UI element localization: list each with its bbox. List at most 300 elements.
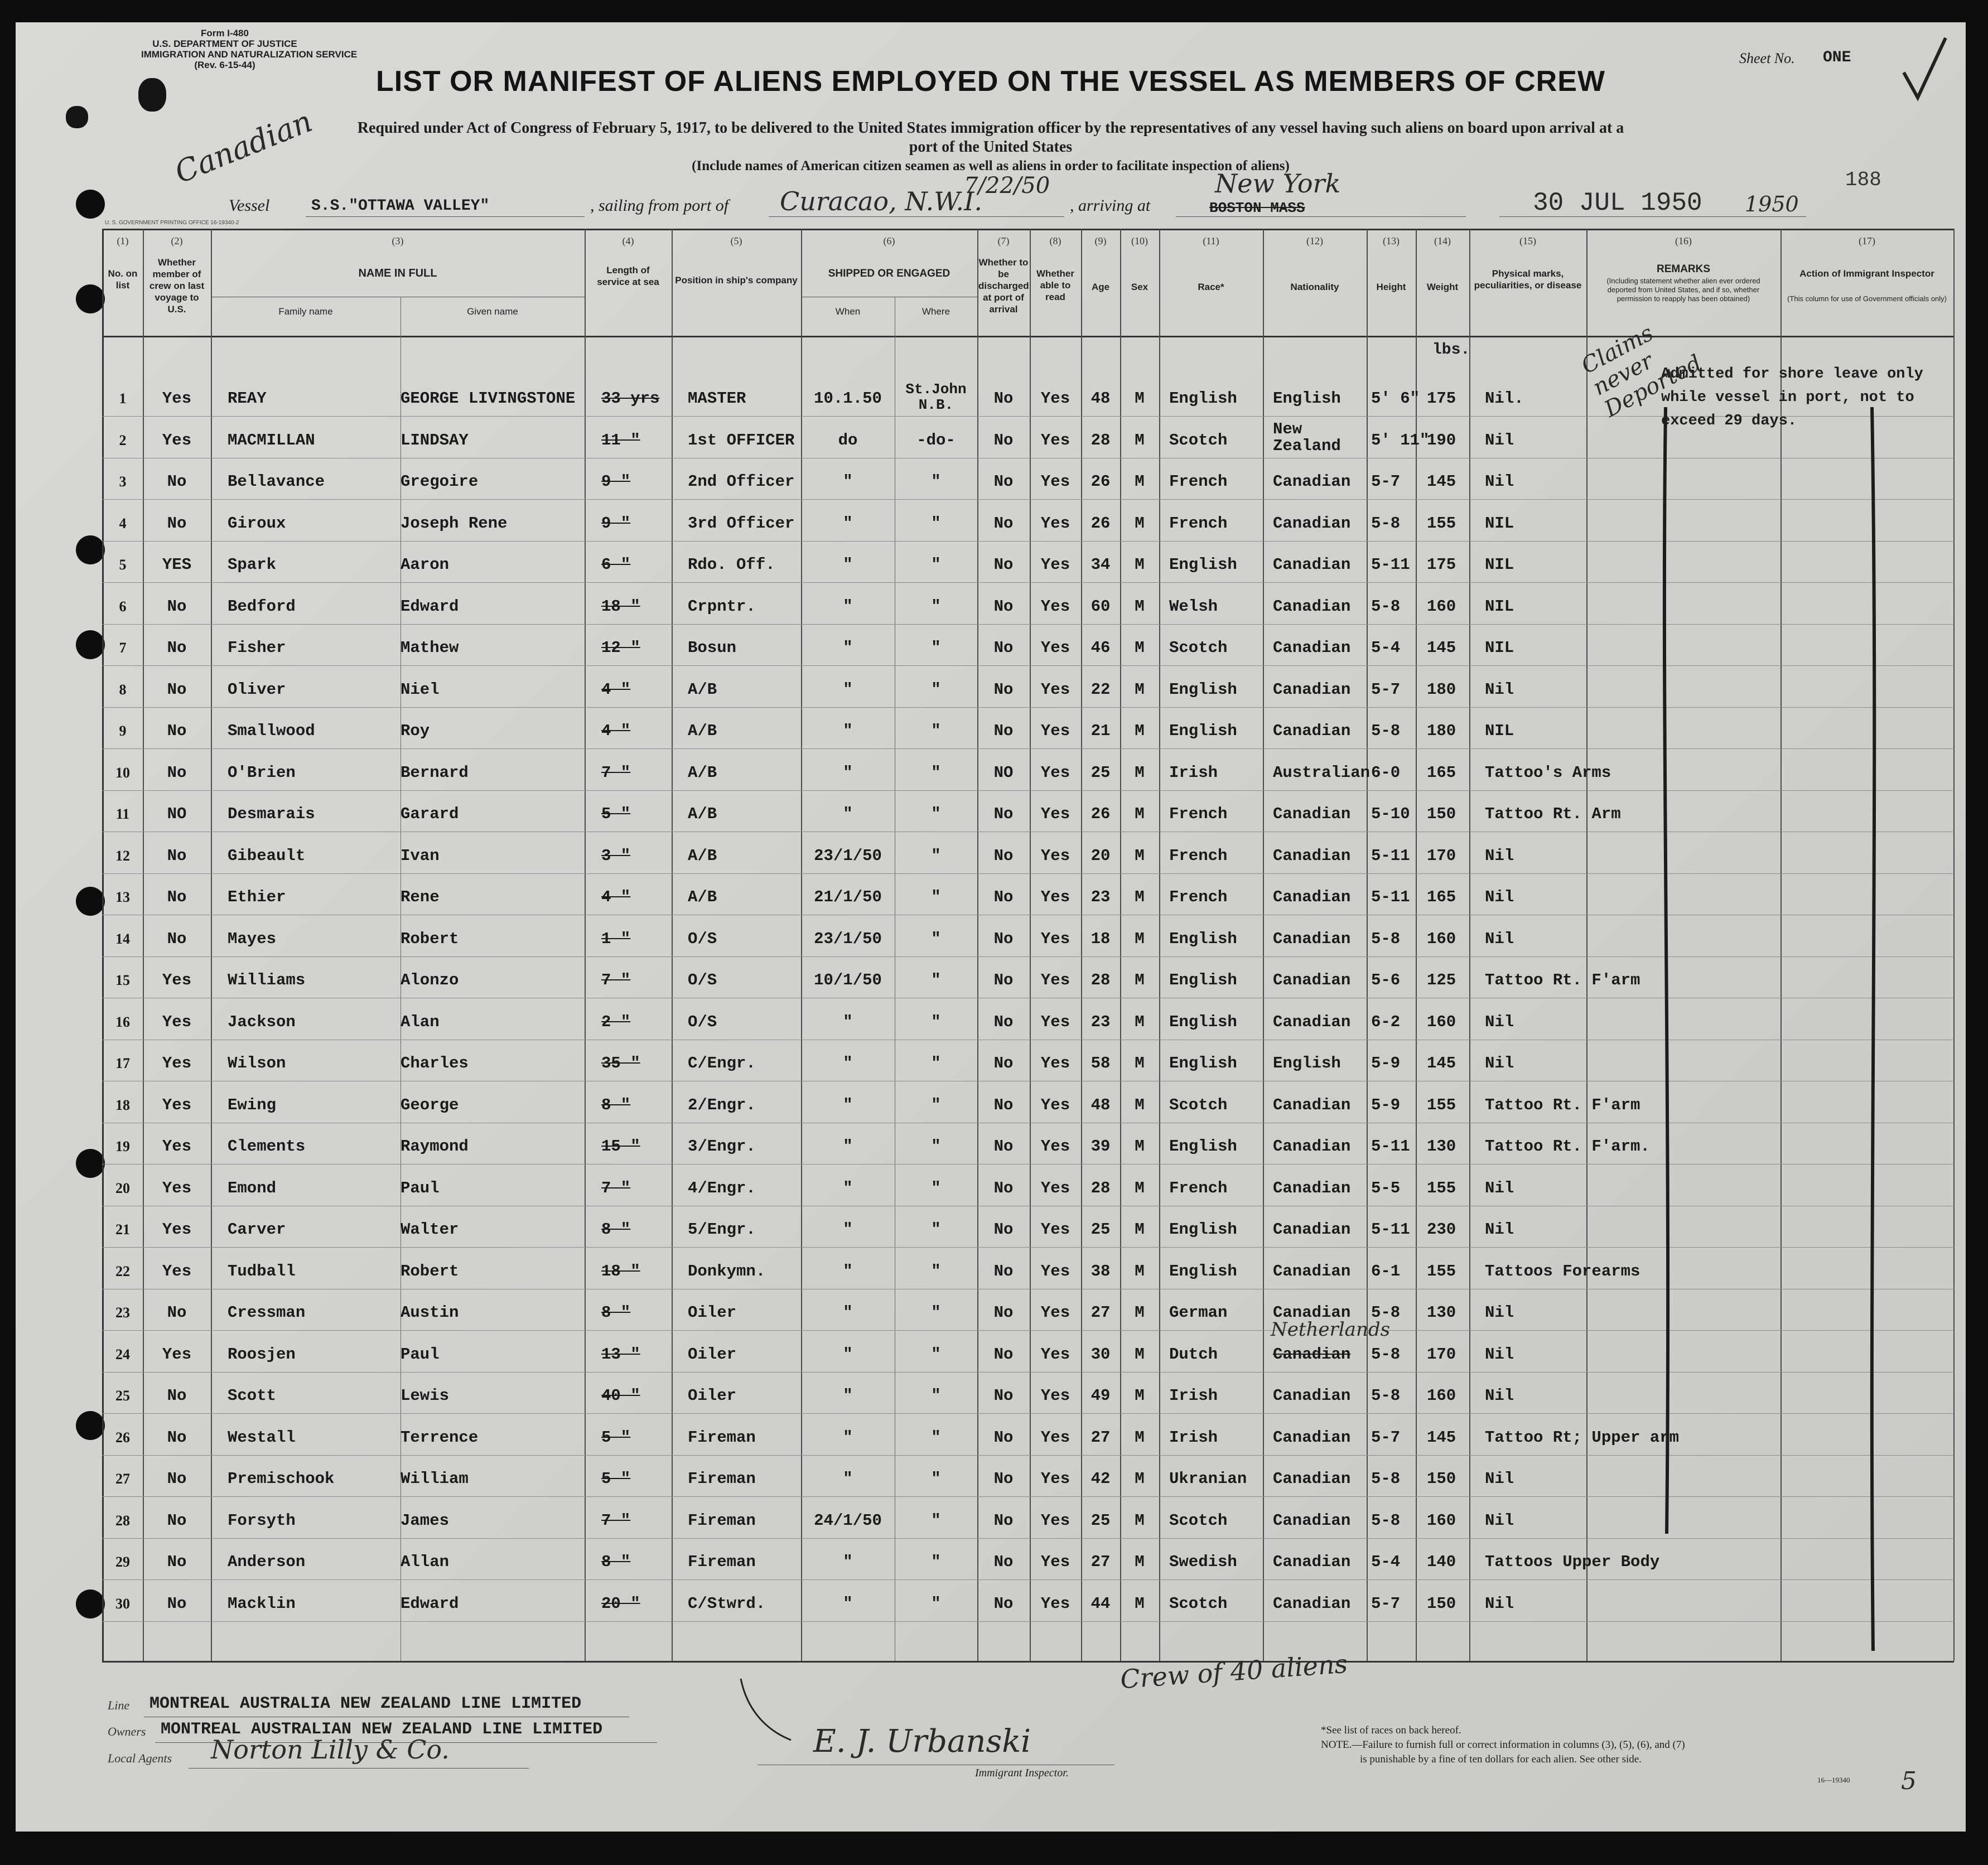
cell-when: 21/1/50 xyxy=(814,888,882,906)
cell-nat: Canadian xyxy=(1273,597,1351,616)
cell-given: Austin xyxy=(401,1303,459,1322)
cell-weight: 125 xyxy=(1427,971,1456,989)
cell-nat: Canadian xyxy=(1273,1345,1351,1364)
cell-race: Scotch xyxy=(1169,1594,1228,1613)
cell-family: Oliver xyxy=(228,680,286,699)
cell-marks: Nil xyxy=(1485,472,1514,491)
cell-service: 5 " xyxy=(601,805,631,823)
cell-when: " xyxy=(843,722,853,740)
cell-given: Niel xyxy=(401,680,440,699)
col-num-6: (6) xyxy=(883,235,895,247)
ditto-lines xyxy=(1644,402,1923,1668)
cell-no: 29 xyxy=(115,1554,130,1570)
cell-height: 6-2 xyxy=(1371,1012,1401,1031)
cell-race: French xyxy=(1169,514,1228,533)
cell-race: English xyxy=(1169,1137,1237,1156)
form-id-block xyxy=(141,28,358,70)
cell-disch: No xyxy=(993,1220,1014,1239)
cell-height: 5' 11" xyxy=(1371,431,1430,450)
cell-when: 23/1/50 xyxy=(814,846,882,865)
cell-marks: Nil xyxy=(1485,846,1514,865)
cell-when: 10/1/50 xyxy=(814,971,882,989)
cell-where: " xyxy=(931,763,941,782)
cell-height: 5' 6" xyxy=(1371,389,1420,408)
arriving-port-handwritten: New York xyxy=(1215,168,1341,199)
cell-nat: Canadian xyxy=(1273,1220,1351,1239)
cell-race: Irish xyxy=(1169,763,1218,782)
cell-marks: Tattoos Upper Body xyxy=(1485,1553,1660,1571)
underline xyxy=(189,1768,529,1769)
cell-service: 7 " xyxy=(601,1178,631,1197)
cell-nat: Canadian xyxy=(1273,1095,1351,1114)
cell-no: 24 xyxy=(115,1346,130,1362)
cell-race: French xyxy=(1169,888,1228,906)
cell-age: 46 xyxy=(1090,639,1111,657)
col-head-inspector: Action of Immigrant Inspector xyxy=(1799,268,1934,279)
cell-when: " xyxy=(843,639,853,657)
cell-sex: M xyxy=(1135,1511,1145,1530)
cell-where: " xyxy=(931,1303,941,1322)
cell-when: " xyxy=(843,1137,853,1156)
cell-family: Scott xyxy=(228,1386,277,1405)
cell-disch: No xyxy=(993,805,1014,823)
cell-family: Mayes xyxy=(228,929,277,948)
cell-disch: No xyxy=(993,1178,1014,1197)
cell-no: 22 xyxy=(115,1263,130,1279)
cell-when: " xyxy=(843,1303,853,1322)
cell-when: " xyxy=(843,1345,853,1364)
cell-read: Yes xyxy=(1040,1012,1070,1031)
cell-age: 28 xyxy=(1090,1178,1111,1197)
cell-no: 18 xyxy=(115,1096,130,1113)
cell-race: Irish xyxy=(1169,1386,1218,1405)
cell-family: Ewing xyxy=(228,1095,277,1114)
cell-nat: English xyxy=(1273,1054,1341,1072)
cell-race: English xyxy=(1169,555,1237,574)
cell-height: 5-11 xyxy=(1371,1220,1410,1239)
cell-last: No xyxy=(167,1303,187,1322)
cell-marks: Nil xyxy=(1485,1178,1514,1197)
cell-race: English xyxy=(1169,1262,1237,1281)
cell-sex: M xyxy=(1135,763,1145,782)
cell-weight: 170 xyxy=(1427,846,1456,865)
cell-sex: M xyxy=(1135,1262,1145,1281)
cell-weight: 175 xyxy=(1427,555,1456,574)
cell-where: " xyxy=(931,1012,941,1031)
line-value: MONTREAL AUSTRALIA NEW ZEALAND LINE LIMITED xyxy=(149,1694,582,1713)
cell-race: Dutch xyxy=(1169,1345,1218,1364)
cell-no: 16 xyxy=(115,1013,130,1030)
cell-race: French xyxy=(1169,805,1228,823)
cell-disch: No xyxy=(993,1511,1014,1530)
cell-marks: Tattoo Rt. F'arm xyxy=(1485,971,1640,989)
cell-read: Yes xyxy=(1040,1137,1070,1156)
cell-marks: Tattoo Rt. Arm xyxy=(1485,805,1621,823)
cell-height: 5-8 xyxy=(1371,929,1401,948)
cell-position: MASTER xyxy=(688,389,746,408)
cell-weight: 140 xyxy=(1427,1553,1456,1571)
col-head-read: Whether able to read xyxy=(1036,268,1074,302)
cell-when: 10.1.50 xyxy=(814,389,882,408)
subtitle-line-1: Required under Act of Congress of February 5, 1917, to be delivered to the United States immigration officer by the representatives of any vessel having such aliens on board upon arrival at a xyxy=(357,119,1624,137)
cell-service: 18 " xyxy=(601,597,640,616)
cell-where: " xyxy=(931,597,941,616)
cell-age: 21 xyxy=(1090,722,1111,740)
col-num-9: (9) xyxy=(1094,235,1107,247)
cell-race: Scotch xyxy=(1169,1511,1228,1530)
cell-height: 5-10 xyxy=(1371,805,1410,823)
cell-last: Yes xyxy=(162,389,192,408)
cell-service: 2 " xyxy=(601,1012,631,1031)
cell-where: " xyxy=(931,1178,941,1197)
cell-disch: No xyxy=(993,1137,1014,1156)
cell-nat: Canadian xyxy=(1273,1511,1351,1530)
cell-height: 5-11 xyxy=(1371,1137,1410,1156)
cell-read: Yes xyxy=(1040,514,1070,533)
cell-nat: Canadian xyxy=(1273,1428,1351,1447)
punch-hole xyxy=(76,284,105,313)
cell-last: Yes xyxy=(162,1095,192,1114)
cell-age: 20 xyxy=(1090,846,1111,865)
cell-no: 26 xyxy=(115,1429,130,1446)
cell-race: English xyxy=(1169,1054,1237,1072)
cell-where: " xyxy=(931,555,941,574)
cell-weight: 160 xyxy=(1427,1386,1456,1405)
col-num-3: (3) xyxy=(392,235,404,247)
cell-no: 27 xyxy=(115,1471,130,1487)
cell-weight: 145 xyxy=(1427,639,1456,657)
cell-weight: 145 xyxy=(1427,1054,1456,1072)
note-penalty-2: is punishable by a fine of ten dollars for each alien. See other side. xyxy=(1360,1753,1642,1765)
col-num-4: (4) xyxy=(622,235,634,247)
cell-read: Yes xyxy=(1040,597,1070,616)
cell-marks: Tattoo Rt. F'arm. xyxy=(1485,1137,1650,1156)
cell-age: 22 xyxy=(1090,680,1111,699)
col-num-2: (2) xyxy=(171,235,183,247)
cell-height: 5-7 xyxy=(1371,1428,1401,1447)
agents-value: Norton Lilly & Co. xyxy=(211,1734,450,1765)
cell-disch: No xyxy=(993,971,1014,989)
cell-disch: No xyxy=(993,1262,1014,1281)
cell-given: Gregoire xyxy=(401,472,479,491)
cell-given: Paul xyxy=(401,1345,440,1364)
subhead-when: When xyxy=(835,306,861,317)
cell-race: English xyxy=(1169,389,1237,408)
cell-last: No xyxy=(167,472,187,491)
cell-read: Yes xyxy=(1040,763,1070,782)
cell-family: Jackson xyxy=(228,1012,296,1031)
col-num-5: (5) xyxy=(730,235,742,247)
cell-last: No xyxy=(167,1470,187,1488)
service: IMMIGRATION AND NATURALIZATION SERVICE xyxy=(141,49,358,60)
cell-weight: 190 xyxy=(1427,431,1456,450)
cell-race: Scotch xyxy=(1169,431,1228,450)
cell-nat: Canadian xyxy=(1273,680,1351,699)
cell-no: 23 xyxy=(115,1304,130,1321)
cell-height: 5-11 xyxy=(1371,846,1410,865)
col-num-12: (12) xyxy=(1306,235,1323,247)
cell-weight: 230 xyxy=(1427,1220,1456,1239)
cell-weight: 160 xyxy=(1427,597,1456,616)
cell-when: " xyxy=(843,1553,853,1571)
cell-sex: M xyxy=(1135,1095,1145,1114)
cell-marks: Nil xyxy=(1485,1220,1514,1239)
cell-weight: 130 xyxy=(1427,1303,1456,1322)
weight-unit: lbs. xyxy=(1432,341,1470,359)
form-code: 16—19340 xyxy=(1817,1776,1850,1784)
cell-position: 3/Engr. xyxy=(688,1137,756,1156)
cell-where: " xyxy=(931,514,941,533)
sheet-value: ONE xyxy=(1823,49,1851,66)
cell-last: Yes xyxy=(162,1054,192,1072)
cell-no: 4 xyxy=(119,515,127,532)
cell-sex: M xyxy=(1135,971,1145,989)
cell-nat: English xyxy=(1273,389,1341,408)
cell-position: Fireman xyxy=(688,1428,756,1447)
revision: (Rev. 6-15-44) xyxy=(194,60,255,70)
cell-last: No xyxy=(167,722,187,740)
cell-read: Yes xyxy=(1040,1220,1070,1239)
cell-when: " xyxy=(843,1262,853,1281)
cell-last: Yes xyxy=(162,1345,192,1364)
cell-read: Yes xyxy=(1040,805,1070,823)
cell-sex: M xyxy=(1135,1553,1145,1571)
cell-weight: 150 xyxy=(1427,1594,1456,1613)
col-head-sex: Sex xyxy=(1131,282,1149,292)
cell-family: Emond xyxy=(228,1178,277,1197)
cell-last: Yes xyxy=(162,1220,192,1239)
cell-age: 27 xyxy=(1090,1303,1111,1322)
cell-age: 42 xyxy=(1090,1470,1111,1488)
manifest-sheet xyxy=(16,22,1966,1832)
cell-height: 5-8 xyxy=(1371,1345,1401,1364)
cell-weight: 145 xyxy=(1427,472,1456,491)
cell-sex: M xyxy=(1135,1594,1145,1613)
cell-no: 14 xyxy=(115,930,130,947)
col-num-7: (7) xyxy=(997,235,1010,247)
col-head-race: Race* xyxy=(1198,282,1224,292)
cell-read: Yes xyxy=(1040,971,1070,989)
cell-position: A/B xyxy=(688,888,717,906)
cell-service: 33 yrs xyxy=(601,389,660,408)
cell-family: Westall xyxy=(228,1428,296,1447)
cell-read: Yes xyxy=(1040,389,1070,408)
cell-no: 7 xyxy=(119,640,127,656)
cell-disch: No xyxy=(993,1303,1014,1322)
subhead-family-name: Family name xyxy=(278,306,333,317)
remarks-handwritten: Claims never Deported xyxy=(1577,320,1706,423)
cell-age: 49 xyxy=(1090,1386,1111,1405)
cell-given: Walter xyxy=(401,1220,459,1239)
cell-weight: 160 xyxy=(1427,1511,1456,1530)
cell-age: 58 xyxy=(1090,1054,1111,1072)
cell-when: " xyxy=(843,1594,853,1613)
cell-marks: NIL xyxy=(1485,639,1514,657)
cell-age: 28 xyxy=(1090,431,1111,450)
cell-given: Joseph Rene xyxy=(401,514,508,533)
cell-read: Yes xyxy=(1040,1178,1070,1197)
cell-given: Robert xyxy=(401,1262,459,1281)
cell-read: Yes xyxy=(1040,888,1070,906)
cell-age: 48 xyxy=(1090,389,1111,408)
cell-sex: M xyxy=(1135,1470,1145,1488)
cell-family: REAY xyxy=(228,389,267,408)
cell-service: 3 " xyxy=(601,846,631,865)
cell-given: Charles xyxy=(401,1054,469,1072)
cell-disch: No xyxy=(993,1594,1014,1613)
cell-given: Alan xyxy=(401,1012,440,1031)
cell-last: Yes xyxy=(162,1178,192,1197)
cell-height: 5-8 xyxy=(1371,1470,1401,1488)
cell-race: English xyxy=(1169,1012,1237,1031)
cell-last: No xyxy=(167,846,187,865)
cell-nat: Canadian xyxy=(1273,888,1351,906)
col-head-service: Length of service at sea xyxy=(597,265,659,287)
agents-label: Local Agents xyxy=(108,1751,172,1765)
cell-position: 2nd Officer xyxy=(688,472,795,491)
cell-height: 5-11 xyxy=(1371,888,1410,906)
cell-sex: M xyxy=(1135,472,1145,491)
cell-given: Edward xyxy=(401,597,459,616)
cell-sex: M xyxy=(1135,846,1145,865)
cell-nat: Australian xyxy=(1273,763,1371,782)
cell-read: Yes xyxy=(1040,1386,1070,1405)
cell-family: Williams xyxy=(228,971,306,989)
cell-read: Yes xyxy=(1040,1428,1070,1447)
cell-marks: Nil xyxy=(1485,680,1514,699)
cell-no: 9 xyxy=(119,723,127,739)
col-num-15: (15) xyxy=(1519,235,1536,247)
cell-where: " xyxy=(931,1594,941,1613)
cell-marks: Tattoo Rt. F'arm xyxy=(1485,1095,1640,1114)
cell-race: English xyxy=(1169,722,1237,740)
cell-disch: No xyxy=(993,846,1014,865)
cell-disch: No xyxy=(993,597,1014,616)
cell-where: " xyxy=(931,1054,941,1072)
cell-service: 11 " xyxy=(601,431,640,450)
cell-last: No xyxy=(167,1594,187,1613)
cell-no: 25 xyxy=(115,1388,130,1404)
cell-height: 5-8 xyxy=(1371,514,1401,533)
cell-service: 9 " xyxy=(601,472,631,491)
cell-when: " xyxy=(843,514,853,533)
cell-height: 5-7 xyxy=(1371,1594,1401,1613)
cell-where: " xyxy=(931,472,941,491)
cell-last: No xyxy=(167,888,187,906)
cell-given: Robert xyxy=(401,929,459,948)
cell-height: 5-9 xyxy=(1371,1054,1401,1072)
cell-position: Donkymn. xyxy=(688,1262,766,1281)
page-title: LIST OR MANIFEST OF ALIENS EMPLOYED ON THE VESSEL AS MEMBERS OF CREW xyxy=(376,65,1605,98)
cell-given: James xyxy=(401,1511,450,1530)
cell-age: 18 xyxy=(1090,929,1111,948)
cell-race: Ukranian xyxy=(1169,1470,1247,1488)
cell-given: LINDSAY xyxy=(401,431,469,450)
cell-where: " xyxy=(931,805,941,823)
cell-when: 23/1/50 xyxy=(814,929,882,948)
cell-sex: M xyxy=(1135,555,1145,574)
cell-family: Macklin xyxy=(228,1594,296,1613)
cell-nat: Canadian xyxy=(1273,514,1351,533)
cell-service: 1 " xyxy=(601,929,631,948)
cell-weight: 180 xyxy=(1427,722,1456,740)
cell-weight: 165 xyxy=(1427,763,1456,782)
col-num-14: (14) xyxy=(1434,235,1451,247)
cell-last: YES xyxy=(162,555,192,574)
cell-nat: Canadian xyxy=(1273,1012,1351,1031)
cell-last: Yes xyxy=(162,971,192,989)
cell-given: Edward xyxy=(401,1594,459,1613)
cell-sex: M xyxy=(1135,1345,1145,1364)
cell-nat: Canadian xyxy=(1273,639,1351,657)
col-head-name: NAME IN FULL xyxy=(358,267,437,279)
cell-weight: 155 xyxy=(1427,1095,1456,1114)
cell-last: Yes xyxy=(162,1012,192,1031)
cell-read: Yes xyxy=(1040,1054,1070,1072)
cell-sex: M xyxy=(1135,389,1145,408)
cell-given: Alonzo xyxy=(401,971,459,989)
cell-family: Clements xyxy=(228,1137,306,1156)
cell-nat: Canadian xyxy=(1273,1386,1351,1405)
cell-given: Roy xyxy=(401,722,430,740)
cell-read: Yes xyxy=(1040,431,1070,450)
cell-given: Bernard xyxy=(401,763,469,782)
cell-read: Yes xyxy=(1040,1470,1070,1488)
cell-family: O'Brien xyxy=(228,763,296,782)
cell-family: Wilson xyxy=(228,1054,286,1072)
printing-office: U. S. GOVERNMENT PRINTING OFFICE 16-19340-2 xyxy=(105,220,239,226)
cell-age: 25 xyxy=(1090,763,1111,782)
cell-last: No xyxy=(167,514,187,533)
cell-service: 4 " xyxy=(601,722,631,740)
cell-where: " xyxy=(931,1386,941,1405)
cell-position: Crpntr. xyxy=(688,597,756,616)
cell-age: 60 xyxy=(1090,597,1111,616)
cell-where: " xyxy=(931,1428,941,1447)
form-id: Form I-480 xyxy=(201,28,249,38)
cell-sex: M xyxy=(1135,805,1145,823)
cell-age: 38 xyxy=(1090,1262,1111,1281)
cell-position: Fireman xyxy=(688,1511,756,1530)
cell-last: No xyxy=(167,1428,187,1447)
cell-last: No xyxy=(167,639,187,657)
cell-weight: 175 xyxy=(1427,389,1456,408)
cell-where: " xyxy=(931,1220,941,1239)
cell-position: Fireman xyxy=(688,1470,756,1488)
cell-nat: Canadian xyxy=(1273,805,1351,823)
cell-position: Oiler xyxy=(688,1345,737,1364)
cell-disch: No xyxy=(993,1428,1014,1447)
cell-race: Scotch xyxy=(1169,1095,1228,1114)
cell-where: " xyxy=(931,1345,941,1364)
cell-age: 25 xyxy=(1090,1511,1111,1530)
cell-race: English xyxy=(1169,971,1237,989)
col-num-17: (17) xyxy=(1859,235,1875,247)
punch-hole xyxy=(76,190,105,219)
cell-nat: Canadian xyxy=(1273,846,1351,865)
cell-last: Yes xyxy=(162,431,192,450)
cell-marks: Nil xyxy=(1485,929,1514,948)
cell-nat: Canadian xyxy=(1273,1137,1351,1156)
cell-sex: M xyxy=(1135,639,1145,657)
cell-position: O/S xyxy=(688,1012,717,1031)
cell-marks: Nil xyxy=(1485,431,1514,450)
cell-read: Yes xyxy=(1040,555,1070,574)
cell-age: 27 xyxy=(1090,1553,1111,1571)
cell-race: French xyxy=(1169,1178,1228,1197)
cell-family: Roosjen xyxy=(228,1345,296,1364)
cell-age: 34 xyxy=(1090,555,1111,574)
